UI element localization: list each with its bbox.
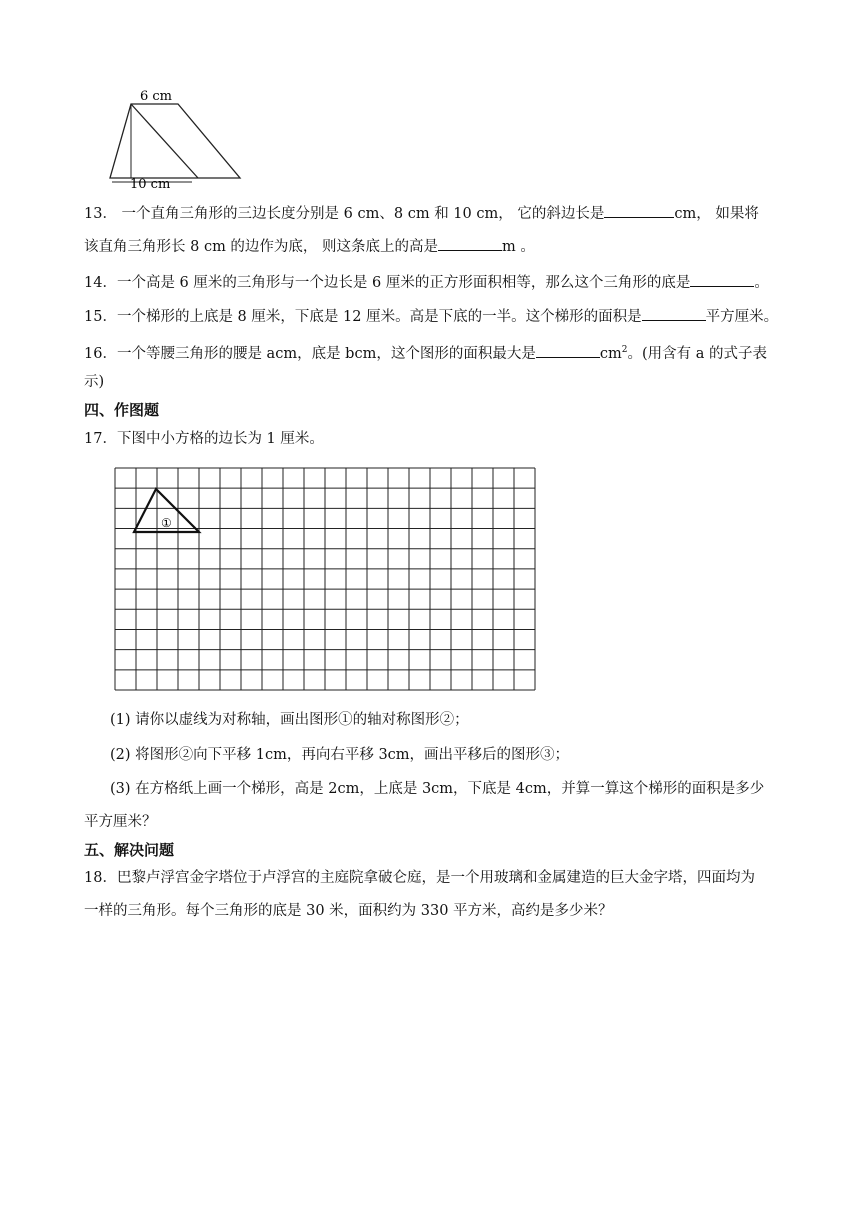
q15-tail: 平方厘米。: [705, 309, 779, 325]
trapezoid-top-label: 6 cm: [140, 89, 173, 104]
q13-answer-blank-1[interactable]: [604, 201, 674, 218]
q17-sub2: (2) 将图形②向下平移 1cm，再向右平移 3cm，画出平移后的图形③；: [110, 747, 570, 763]
q14-number: 14．: [84, 275, 117, 291]
q16-answer-blank[interactable]: [536, 341, 600, 358]
square-grid[interactable]: [114, 467, 536, 691]
section-4-heading: 四、作图题: [84, 401, 160, 419]
q13-text1: 一个直角三角形的三边长度分别是 6 cm、8 cm 和 10 cm， 它的斜边长是: [116, 206, 605, 222]
grid-lines: [115, 468, 535, 690]
q15-text: 一个梯形的上底是 8 厘米，下底是 12 厘米。高是下底的一半。这个梯形的面积是: [116, 309, 642, 325]
q14-text: 一个高是 6 厘米的三角形与一个边长是 6 厘米的正方形面积相等，那么这个三角形的底是: [116, 275, 691, 291]
q16-number: 16．: [84, 345, 117, 362]
q14-tail: 。: [754, 275, 769, 291]
q18-line2: 一样的三角形。每个三角形的底是 30 米，面积约为 330 平方米，高约是多少米？: [84, 903, 613, 919]
q16-unit: cm: [599, 345, 622, 362]
q16-text-line2: 示): [84, 374, 105, 390]
q17: [84, 428, 324, 450]
q18-line1: [84, 867, 755, 889]
q16-text: 一个等腰三角形的腰是 acm，底是 bcm，这个图形的面积最大是: [116, 345, 536, 362]
q17-text: 下图中小方格的边长为 1 厘米。: [116, 431, 324, 447]
trapezoid-bottom-label: 10 cm: [130, 177, 171, 192]
q13-unit2: m 。: [502, 239, 535, 255]
q16-line1: [84, 339, 767, 365]
q17-number: 17．: [84, 431, 117, 447]
q17-sub3: (3) 在方格纸上画一个梯形，高是 2cm，上底是 3cm，下底是 4cm，并算一算这个梯形的面积是多少: [110, 781, 765, 797]
q16-unit-exponent: 2: [621, 345, 628, 355]
q13-line1: [84, 201, 759, 225]
q16-line2: [84, 371, 104, 393]
q14: [84, 270, 769, 294]
trapezoid-figure: [100, 78, 250, 193]
q13-unit1: cm， 如果将: [674, 206, 759, 222]
q13-answer-blank-2[interactable]: [438, 234, 502, 251]
q13-text2: 该直角三角形长 8 cm 的边作为底， 则这条底上的高是: [84, 239, 439, 255]
q15-number: 15．: [84, 309, 117, 325]
q14-answer-blank[interactable]: [690, 270, 754, 287]
shape-1-label: ①: [161, 516, 172, 530]
q13-line2: [84, 234, 535, 258]
q16-tail: 。(用含有 a 的式子表: [627, 345, 767, 362]
q17-sub3-line2: 平方厘米？: [84, 814, 157, 830]
q18-text1: 巴黎卢浮宫金字塔位于卢浮宫的主庭院拿破仑庭，是一个用玻璃和金属建造的巨大金字塔，四面均为: [116, 870, 755, 886]
section-5-heading: 五、解决问题: [84, 841, 175, 859]
q15-answer-blank[interactable]: [642, 304, 706, 321]
q17-sub1: (1) 请你以虚线为对称轴，画出图形①的轴对称图形②；: [110, 712, 469, 728]
trapezoid-shape: [110, 104, 240, 178]
q15: [84, 304, 778, 328]
q13-number: 13．: [84, 206, 117, 222]
q18-number: 18．: [84, 870, 117, 886]
